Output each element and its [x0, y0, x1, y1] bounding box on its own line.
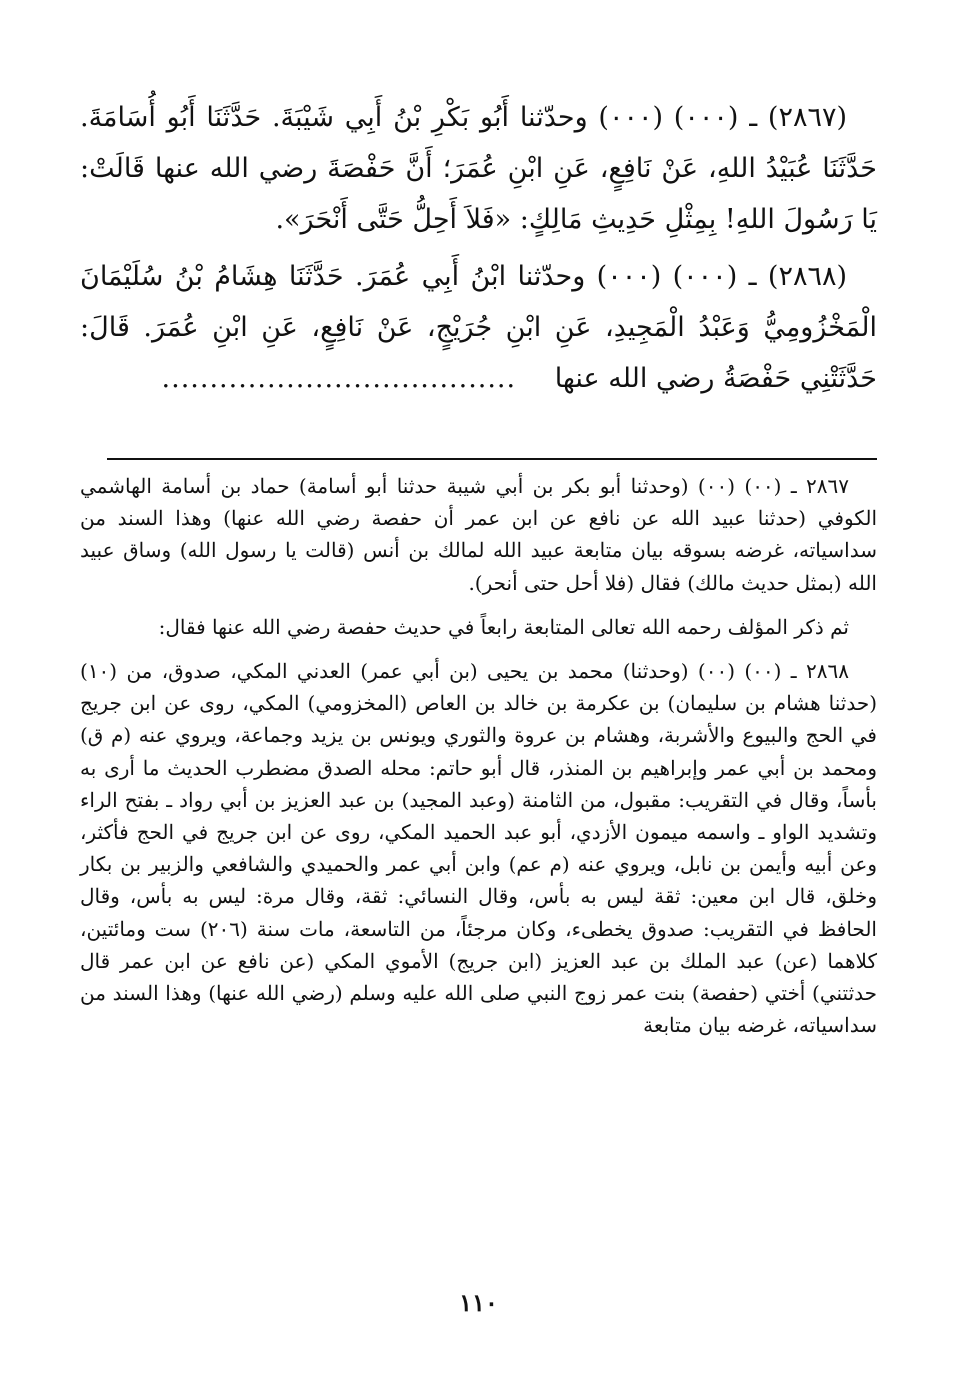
page-body — [80, 92, 877, 1342]
page-number: ١١٠ — [459, 1288, 498, 1317]
commentary-transition: ثم ذكر المؤلف رحمه الله تعالى المتابعة رابعاً في حديث حفصة رضي الله عنها فقال: — [158, 614, 849, 639]
commentary-2867: ٢٨٦٧ ـ (٠٠) (٠٠) (وحدثنا أبو بكر بن أبي شيبة حدثنا أبو أسامة) حماد بن أسامة الهاشمي الكوفي (حدثنا عبيد الله عن نافع عن ابن عمر أن حفصة رضي الله عنها) وهذا السند من سداسياته، غرضه بسوقه بيان متابعة عبيد الله لمالك بن أنس (قالت يا رسول الله) وساق عبيد الله (بمثل حديث مالك) فقال (فلا أحل حتى أنحر). — [80, 474, 877, 595]
commentary-2868: ٢٨٦٨ ـ (٠٠) (٠٠) (وحدثنا) محمد بن يحيى (بن أبي عمر) العدني المكي، صدوق، من (١٠) (حدثنا هشام بن سليمان) بن عكرمة بن خالد بن العاص (المخزومي) المكي، روى عن ابن جريج في الحج والبيوع والأشربة، وهشام بن عروة والثوري ويونس بن يزيد وجماعة، ويروي عنه (م ق) ومحمد بن أبي عمر وإبراهيم بن المنذر، قال أبو حاتم: محله الصدق مضطرب الحديث ما أرى به بأساً، وقال في التقريب: مقبول، من الثامنة (وعبد المجيد) بن عبد العزيز بن أبي رواد ـ بفتح الراء وتشديد الواو ـ واسمه ميمون الأزدي، أبو عبد الحميد المكي، روى عن ابن جريج في الحج فأكثر، وعن أبيه وأيمن بن نابل، ويروي عنه (م عم) وابن أبي عمر والحميدي والشافعي والزبير بن بكار وخلق، قال ابن معين: ثقة ليس به بأس، وقال النسائي: ثقة، وقال مرة: ليس به بأس، وقال الحافظ في التقريب: صدوق يخطىء، وكان مرجئاً، من التاسعة، مات سنة (٢٠٦) ست ومائتين، كلاهما (عن) عبد الملك بن عبد العزيز (ابن جريج) الأموي المكي (عن نافع عن ابن عمر قال حدثتني) أختي (حفصة) بنت عمر زوج النبي صلى الله عليه وسلم (رضي الله عنها) وهذا السند من سداسياته، غرضه بيان متابعة — [80, 659, 877, 1038]
hadith-2868-body: (٢٨٦٨) ـ (٠٠٠) (٠٠٠) وحدّثنا ابْنُ أَبِي عُمَرَ. حَدَّثَنَا هِشَامُ بْنُ سُلَيْمَانَ الْمَخْزُومِيُّ وَعَبْدُ الْمَجِيدِ، عَنِ ابْنِ جُرَيْجٍ، عَنْ نَافِعٍ، عَنِ ابْنِ عُمَرَ. قَالَ: حَدَّثَتْنِي حَفْصَةُ رضي الله عنها — [80, 261, 877, 394]
hadith-2868-text — [80, 251, 877, 404]
hadith-2867-text: (٢٨٦٧) ـ (٠٠٠) (٠٠٠) وحدّثنا أَبُو بَكْرِ بْنُ أَبِي شَيْبَةَ. حَدَّثَنَا أَبُو أُسَامَةَ. حَدَّثَنَا عُبَيْدُ اللهِ، عَنْ نَافِعٍ، عَنِ ابْنِ عُمَرَ؛ أَنَّ حَفْصَةَ رضي الله عنها قَالَتْ: يَا رَسُولَ اللهِ! بِمِثْلِ حَدِيثِ مَالِكٍ: «فَلاَ أَحِلُّ حَتَّى أَنْحَرَ». — [80, 102, 877, 235]
continuation-dots: ..................................... — [161, 363, 517, 394]
footnote-separator — [107, 458, 877, 460]
commentary-section — [80, 470, 877, 1041]
